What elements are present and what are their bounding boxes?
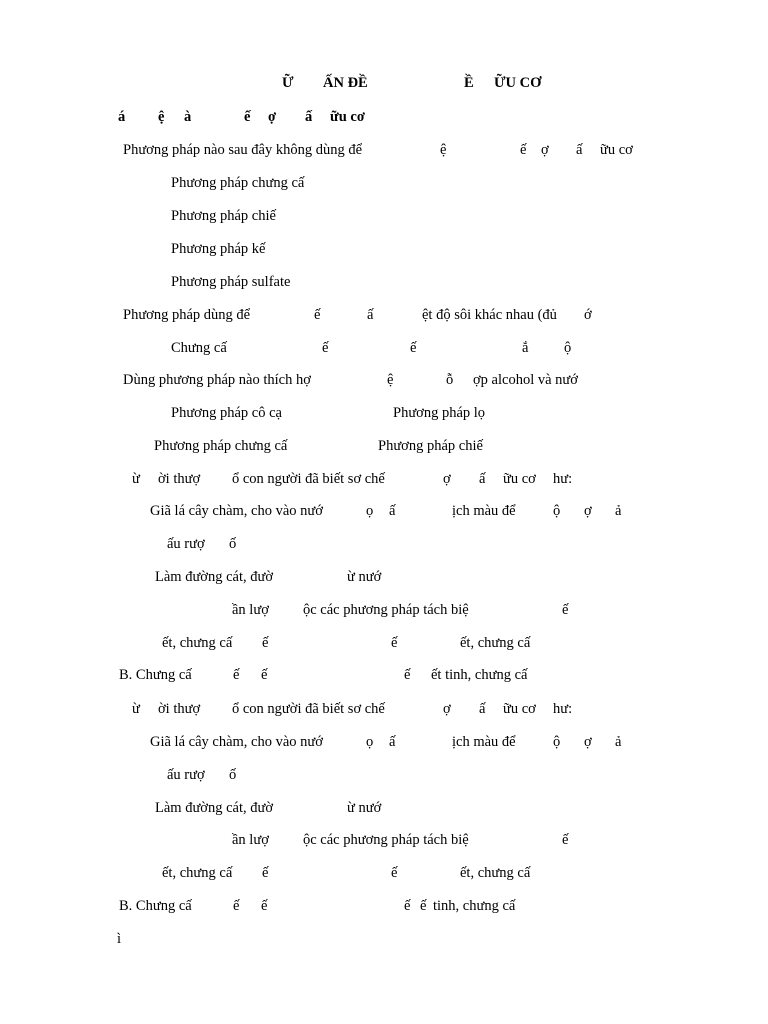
question-4-item: Giã lá cây chàm, cho vào nướ	[150, 503, 323, 519]
question-5-item: ộ	[553, 734, 561, 750]
question-4-stem: ừ	[132, 471, 140, 487]
question-5-stem: ấ	[479, 701, 486, 717]
question-4-stem: ời thượ	[158, 471, 201, 487]
title-fragment-1: Ữ	[282, 75, 294, 91]
question-4-stem: ấ	[479, 471, 486, 487]
section-heading-fragment: ữu cơ	[330, 109, 365, 125]
question-4-item: ợ	[584, 503, 592, 519]
section-heading-fragment: ệ	[158, 109, 165, 125]
question-5-answer-a: ế	[391, 865, 398, 881]
question-2-stem: ệt độ sôi khác nhau (đủ	[422, 307, 557, 323]
question-5-answer-b: ế	[420, 898, 427, 914]
question-4-answer-b: ế	[233, 667, 240, 683]
question-4-item: ả	[615, 503, 622, 519]
question-5-stem: ừ	[132, 701, 140, 717]
question-5-item: ố	[229, 767, 237, 783]
question-5-item: ịch màu để	[452, 734, 516, 750]
question-5-stem: ổ con người đã biết sơ chế	[232, 701, 385, 717]
question-4-answer-a: ết, chưng cấ	[460, 635, 531, 651]
question-5-answer-b: ế	[404, 898, 411, 914]
footer-fragment: ì	[117, 931, 122, 947]
question-4-intro: ế	[562, 602, 569, 618]
title-fragment-2: ẤN ĐỀ	[323, 75, 368, 91]
question-3-stem: ệ	[387, 372, 394, 388]
question-4-answer-a: ết, chưng cấ	[162, 635, 233, 651]
question-5-intro: ế	[562, 832, 569, 848]
question-5-answer-a: ế	[262, 865, 269, 881]
question-3-option: Phương pháp chiế	[378, 438, 483, 454]
question-5-stem: hư:	[553, 701, 573, 717]
question-2-answer: ế	[322, 340, 329, 356]
question-4-item: ọ	[366, 503, 374, 519]
question-3-stem: Dùng phương pháp nào thích hợ	[123, 372, 311, 388]
question-5-item: ấ	[389, 734, 396, 750]
question-4-item: ấu rượ	[167, 536, 205, 552]
question-4-answer-a: ế	[391, 635, 398, 651]
question-5-answer-a: ết, chưng cấ	[460, 865, 531, 881]
question-4-answer-a: ế	[262, 635, 269, 651]
question-2-stem: ớ	[584, 307, 592, 323]
question-5-item: ợ	[584, 734, 592, 750]
question-3-option: Phương pháp cô cạ	[171, 405, 282, 421]
question-4-item: Làm đường cát, đườ	[155, 569, 274, 585]
question-1-option: Phương pháp chiế	[171, 208, 276, 224]
title-fragment-3: Ề	[464, 75, 474, 91]
question-5-item: ấu rượ	[167, 767, 205, 783]
question-5-item: Làm đường cát, đườ	[155, 800, 274, 816]
question-4-stem: ữu cơ	[503, 471, 536, 487]
question-4-item: ố	[229, 536, 237, 552]
question-5-item: ọ	[366, 734, 374, 750]
question-3-option: Phương pháp chưng cấ	[154, 438, 288, 454]
question-1-option: Phương pháp kế	[171, 241, 266, 257]
question-2-answer: ộ	[564, 340, 572, 356]
question-1-stem: Phương pháp nào sau đây không dùng để	[123, 142, 363, 158]
question-1-stem: ấ	[576, 142, 583, 158]
question-5-answer-a: ết, chưng cấ	[162, 865, 233, 881]
question-5-item: Giã lá cây chàm, cho vào nướ	[150, 734, 323, 750]
question-3-option: Phương pháp lọ	[393, 405, 486, 421]
question-3-stem: ỗ	[446, 372, 454, 388]
question-4-answer-b: ế	[261, 667, 268, 683]
question-5-answer-b: ế	[261, 898, 268, 914]
question-4-item: ịch màu để	[452, 503, 516, 519]
question-5-item: ừ nướ	[347, 800, 382, 816]
question-4-item: ộ	[553, 503, 561, 519]
question-4-stem: ổ con người đã biết sơ chế	[232, 471, 385, 487]
question-1-stem: ệ	[440, 142, 447, 158]
question-2-stem: Phương pháp dùng để	[123, 307, 251, 323]
question-1-option: Phương pháp chưng cấ	[171, 175, 305, 191]
question-4-answer-b: ế	[404, 667, 411, 683]
question-5-stem: ợ	[443, 701, 451, 717]
title-fragment-4: ỮU CƠ	[494, 75, 542, 91]
question-5-answer-b: tinh, chưng cấ	[433, 898, 516, 914]
question-4-intro: ộc các phương pháp tách biệ	[303, 602, 469, 618]
section-heading-fragment: ợ	[268, 109, 277, 125]
question-5-intro: ần lượ	[232, 832, 269, 848]
question-2-answer: ế	[410, 340, 417, 356]
question-1-stem: ợ	[541, 142, 549, 158]
question-5-answer-b: B. Chưng cấ	[119, 898, 192, 914]
section-heading-fragment: à	[184, 109, 192, 125]
question-1-stem: ữu cơ	[600, 142, 633, 158]
question-5-item: ả	[615, 734, 622, 750]
question-4-answer-b: ết tinh, chưng cấ	[431, 667, 528, 683]
question-4-stem: ợ	[443, 471, 451, 487]
question-2-stem: ấ	[367, 307, 374, 323]
question-4-answer-b: B. Chưng cấ	[119, 667, 192, 683]
question-5-intro: ộc các phương pháp tách biệ	[303, 832, 469, 848]
question-4-item: ấ	[389, 503, 396, 519]
question-1-option: Phương pháp sulfate	[171, 274, 291, 290]
question-4-stem: hư:	[553, 471, 573, 487]
question-2-stem: ế	[314, 307, 321, 323]
question-3-stem: ợp alcohol và nướ	[473, 372, 578, 388]
section-heading-fragment: ấ	[305, 109, 313, 125]
question-1-stem: ế	[520, 142, 527, 158]
section-heading-fragment: á	[118, 109, 126, 125]
question-2-answer: ắ	[522, 340, 529, 356]
question-4-intro: ần lượ	[232, 602, 269, 618]
section-heading-fragment: ế	[244, 109, 251, 125]
question-5-stem: ời thượ	[158, 701, 201, 717]
question-5-answer-b: ế	[233, 898, 240, 914]
question-5-stem: ữu cơ	[503, 701, 536, 717]
question-2-answer: Chưng cấ	[171, 340, 227, 356]
question-4-item: ừ nướ	[347, 569, 382, 585]
